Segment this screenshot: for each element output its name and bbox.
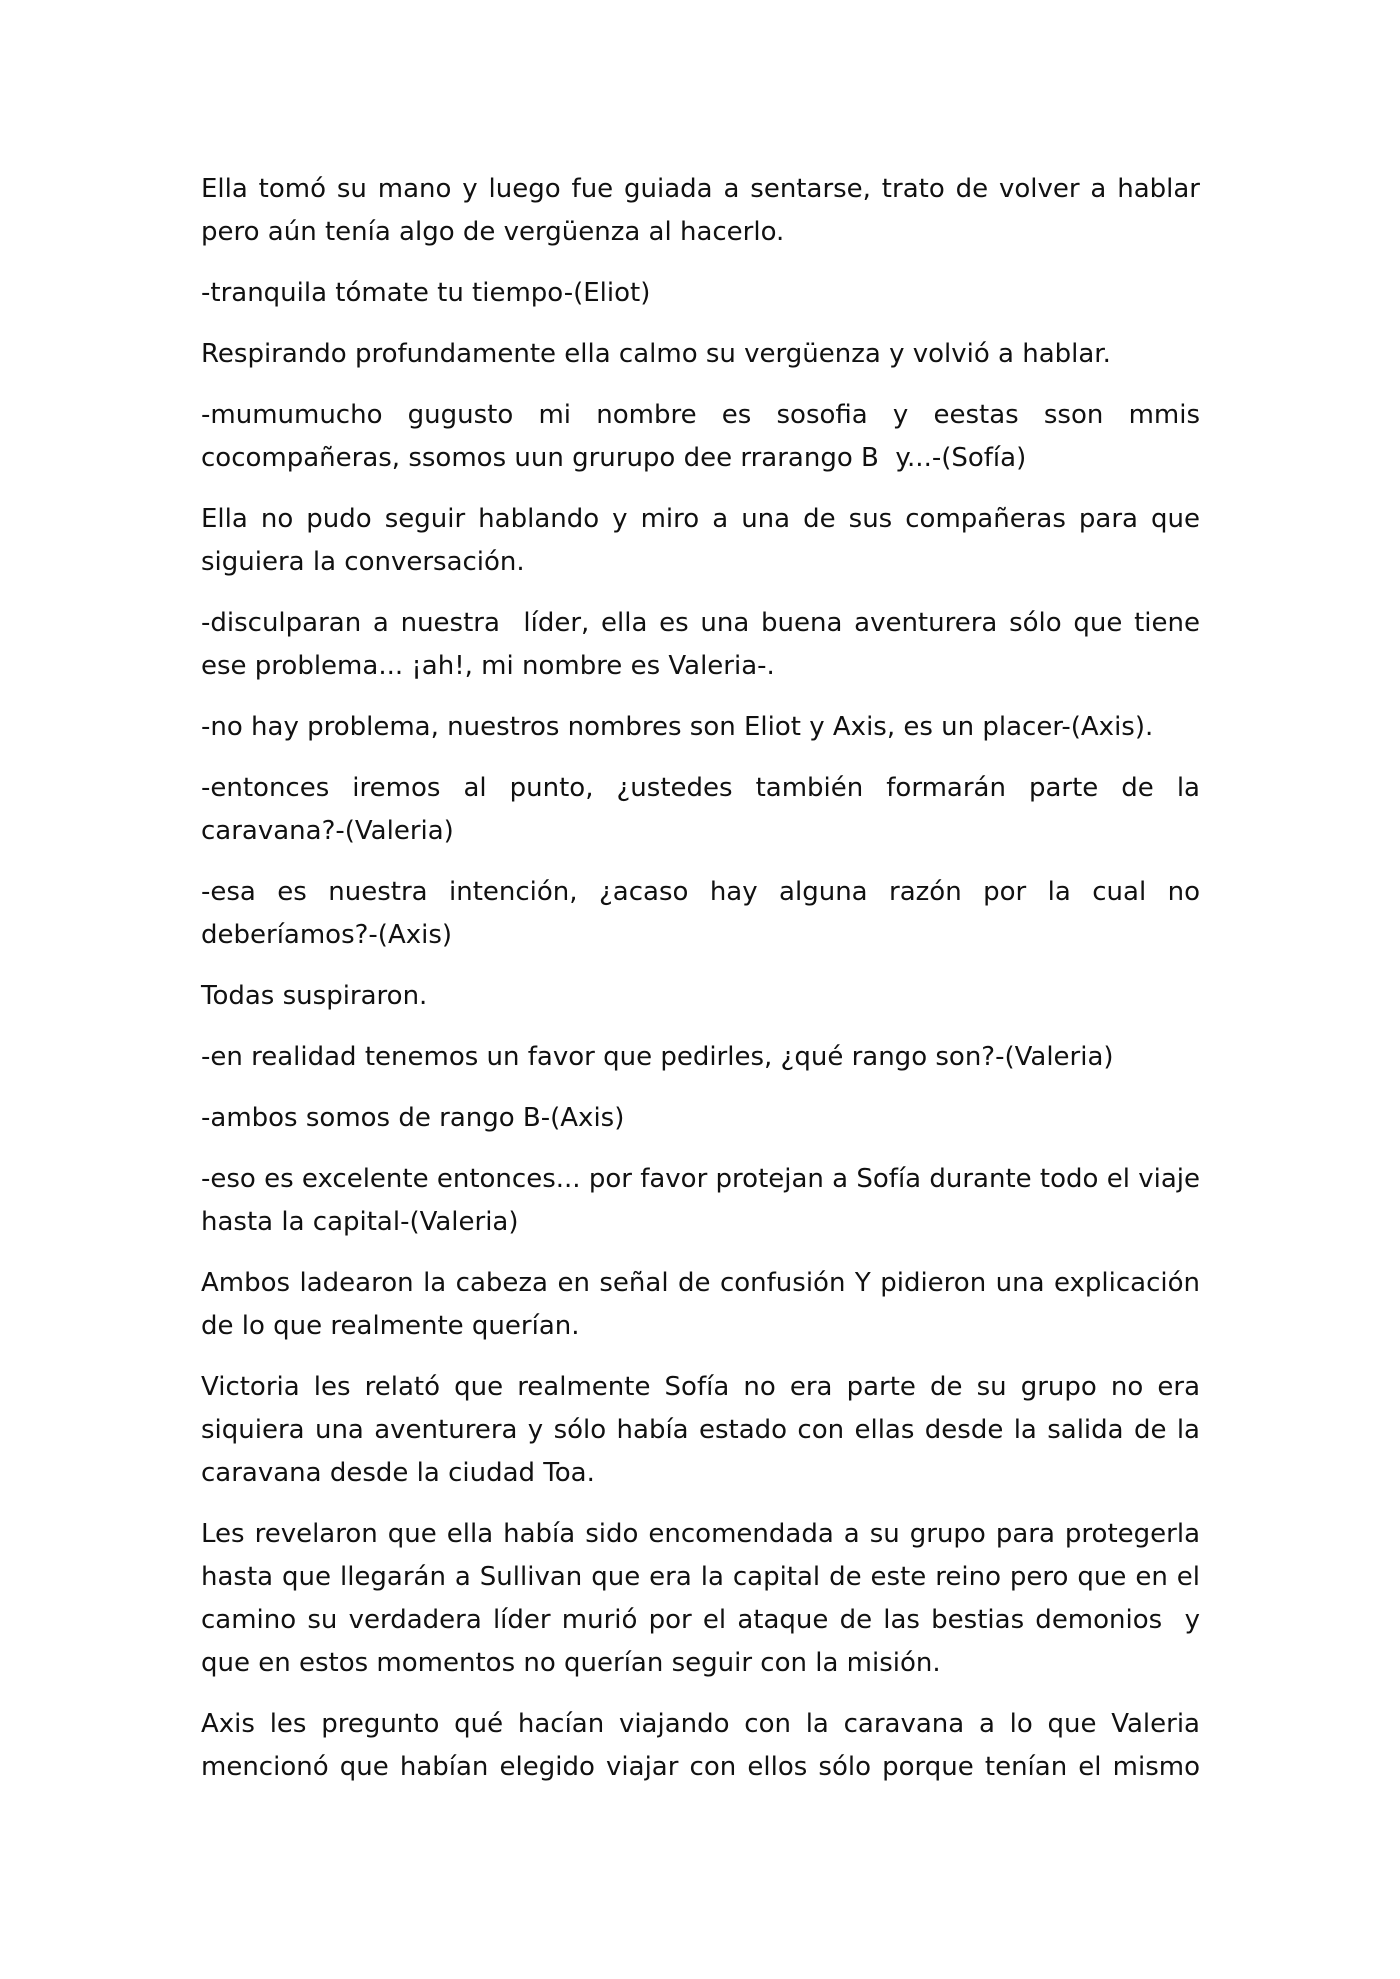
paragraph: -tranquila tómate tu tiempo-(Eliot) bbox=[201, 278, 651, 308]
paragraph: Ambos ladearon la cabeza en señal de confusión Y pidieron una explicación de lo que realmente querían. bbox=[201, 1268, 1209, 1341]
paragraph: -en realidad tenemos un favor que pedirles, ¿qué rango son?-(Valeria) bbox=[201, 1042, 1114, 1072]
paragraph: Ella no pudo seguir hablando y miro a una de sus compañeras para que siguiera la conversación. bbox=[201, 504, 1209, 577]
paragraph: -esa es nuestra intención, ¿acaso hay alguna razón por la cual no deberíamos?-(Axis) bbox=[201, 877, 1209, 950]
paragraph: -mumumucho gugusto mi nombre es sosofia y eestas sson mmis cocompañeras, ssomos uun grurupo dee rrarango B y...-(Sofía) bbox=[201, 400, 1209, 473]
paragraph: Victoria les relató que realmente Sofía no era parte de su grupo no era siquiera una aventurera y sólo había estado con ellas desde la salida de la caravana desde la ciudad Toa. bbox=[201, 1372, 1209, 1488]
paragraph: -disculparan a nuestra líder, ella es una buena aventurera sólo que tiene ese problema... ¡ah!, mi nombre es Valeria-. bbox=[201, 608, 1209, 681]
paragraph: -no hay problema, nuestros nombres son Eliot y Axis, es un placer-(Axis). bbox=[201, 712, 1154, 742]
paragraph: Todas suspiraron. bbox=[201, 981, 428, 1011]
paragraph: Les revelaron que ella había sido encomendada a su grupo para protegerla hasta que llegarán a Sullivan que era la capital de este reino pero que en el camino su verdadera líder murió por el ataque de las bestias demonios y que en estos momentos no querían seguir con la misión. bbox=[201, 1519, 1209, 1678]
paragraph: -eso es excelente entonces... por favor protejan a Sofía durante todo el viaje hasta la capital-(Valeria) bbox=[201, 1164, 1209, 1237]
paragraph: Axis les pregunto qué hacían viajando con la caravana a lo que Valeria mencionó que habían elegido viajar con ellos sólo porque tenían el mismo bbox=[201, 1709, 1209, 1782]
paragraph: Ella tomó su mano y luego fue guiada a sentarse, trato de volver a hablar pero aún tenía algo de vergüenza al hacerlo. bbox=[201, 174, 1209, 247]
document-body bbox=[201, 168, 1209, 1789]
paragraph: -ambos somos de rango B-(Axis) bbox=[201, 1103, 625, 1133]
paragraph: Respirando profundamente ella calmo su vergüenza y volvió a hablar. bbox=[201, 339, 1111, 369]
paragraph: -entonces iremos al punto, ¿ustedes también formarán parte de la caravana?-(Valeria) bbox=[201, 773, 1209, 846]
